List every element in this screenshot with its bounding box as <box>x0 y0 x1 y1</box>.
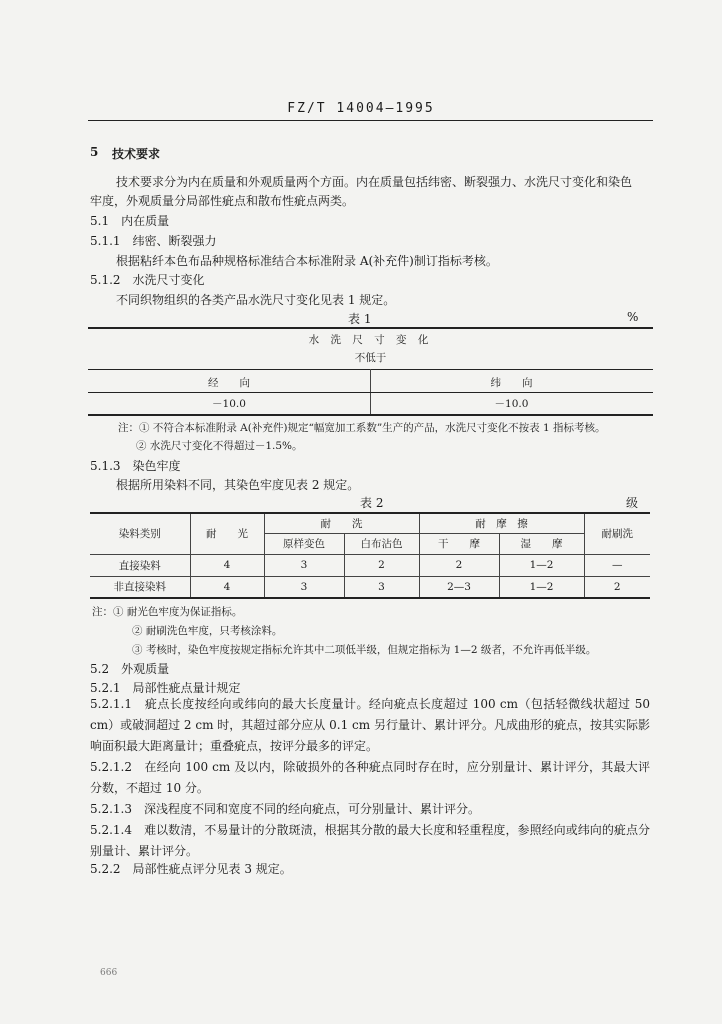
table-2-cell: 3 <box>264 554 344 576</box>
text-5-1-1: 根据粘纤本色布品种规格标准结合本标准附录 A(补充件)制订指标考核。 <box>116 254 498 268</box>
table-1-bottom-rule <box>88 414 653 416</box>
heading-5-2-2: 5.2.2 局部性疵点评分见表 3 规定。 <box>90 862 292 876</box>
table-2-cell: 3 <box>344 576 419 598</box>
table-2-cell: — <box>612 559 623 571</box>
table-2-header-wet-rub: 湿 摩 <box>499 533 584 554</box>
table-2-cell: 2 <box>419 554 499 576</box>
table-2-title: 表 2 <box>360 496 384 510</box>
table-1-header: 水 洗 尺 寸 变 化 <box>308 334 433 346</box>
section-5-number: 5 <box>90 145 99 159</box>
table-2-cell: 3 <box>264 576 344 598</box>
heading-5-2-1: 5.2.1 局部性疵点量计规定 <box>90 681 241 695</box>
table-1-unit: % <box>627 310 639 324</box>
table-2-header-wash: 耐 洗 <box>264 513 419 533</box>
heading-5-1-1: 5.1.1 纬密、断裂强力 <box>90 234 217 248</box>
table-1-subheader: 不低于 <box>354 352 387 364</box>
table-1-val-warp: －10.0 <box>212 398 246 410</box>
section-5-heading: 技术要求 <box>112 147 161 161</box>
table-2 <box>90 512 650 599</box>
table-2-cell: 1—2 <box>499 576 584 598</box>
table-2-header-rub: 耐 摩 擦 <box>419 513 584 533</box>
table-1-row-rule <box>88 392 653 393</box>
standard-code: FZ/T 14004—1995 <box>287 101 435 116</box>
table-2-header-dye: 染料类别 <box>90 513 190 554</box>
table-1-col-warp: 经 向 <box>208 377 250 389</box>
table-2-note-3: ③ 考核时，染色牢度按规定指标允许其中二项低半级，但规定指标为 1—2 级者，不允许再低半级。 <box>132 644 597 656</box>
page-number: 666 <box>100 968 118 978</box>
heading-5-1-2: 5.1.2 水洗尺寸变化 <box>90 273 205 287</box>
table-1-top-rule <box>88 327 653 329</box>
table-2-cell: 非直接染料 <box>90 576 190 598</box>
paragraph-5-2-1-4: 5.2.1.4 难以数清，不易量计的分散斑渍，根据其分散的最大长度和轻重程度，参照经向或纬向的疵点分别量计、累计评分。 <box>90 823 650 858</box>
table-2-header-wash-color: 原样变色 <box>264 533 344 554</box>
table-2-note-1: 注：① 耐光色牢度为保证指标。 <box>92 606 243 618</box>
table-row <box>90 554 650 576</box>
table-1-note-2: ② 水洗尺寸变化不得超过－1.5%。 <box>136 440 303 452</box>
table-row <box>90 576 650 598</box>
heading-5-2: 5.2 外观质量 <box>90 662 170 676</box>
heading-5-1-3: 5.1.3 染色牢度 <box>90 459 181 473</box>
text-5-1-2: 不同织物组织的各类产品水洗尺寸变化见表 1 规定。 <box>116 293 396 307</box>
table-2-header-dry-rub: 干 摩 <box>419 533 499 554</box>
table-2-cell: 2—3 <box>419 576 499 598</box>
heading-5-1: 5.1 内在质量 <box>90 214 170 228</box>
table-1-note-1: 注：① 不符合本标准附录 A(补充件)规定“幅宽加工系数”生产的产品，水洗尺寸变化不按表 1 指标考核。 <box>118 422 606 434</box>
table-2-header-wash-stain: 白布沾色 <box>344 533 419 554</box>
table-2-cell: 1—2 <box>499 554 584 576</box>
table-2-cell: 4 <box>190 576 264 598</box>
intro-line-1: 技术要求分为内在质量和外观质量两个方面。内在质量包括纬密、断裂强力、水洗尺寸变化和染色 <box>116 175 633 189</box>
paragraph-5-2-1-3: 5.2.1.3 深浅程度不同和宽度不同的经向疵点，可分别量计、累计评分。 <box>90 802 480 816</box>
paragraph-5-2-1-2: 5.2.1.2 在经向 100 cm 及以内，除破损外的各种疵点同时存在时，应分别量计、累计评分，其最大评分数，不超过 10 分。 <box>90 760 650 795</box>
paragraph-5-2-1-1: 5.2.1.1 疵点长度按经向或纬向的最大长度量计。经向疵点长度超过 100 cm（包括轻微线状超过 50 cm）或破洞超过 2 cm 时，其超过部分应从 0.1 cm 另行量计、累计评分。凡成曲形的疵点，按其实际影响面积最大距离量计；重叠疵点，按评分最多的评定。 <box>90 697 650 753</box>
table-2-header-brush: 耐刷洗 <box>601 528 633 541</box>
table-1-val-weft: －10.0 <box>494 398 529 410</box>
table-2-cell: 2 <box>613 580 621 593</box>
text-5-1-3: 根据所用染料不同，其染色牢度见表 2 规定。 <box>116 478 360 492</box>
table-2-cell: 2 <box>344 554 419 576</box>
intro-line-2: 牢度，外观质量分局部性疵点和散布性疵点两类。 <box>90 194 355 208</box>
header-rule <box>88 120 653 121</box>
table-1-col-weft: 纬 向 <box>490 377 533 389</box>
table-2-unit: 级 <box>626 496 639 510</box>
table-2-header-light: 耐 光 <box>190 513 264 554</box>
table-2-cell: 4 <box>190 554 264 576</box>
table-2-note-2: ② 耐刷洗色牢度，只考核涂料。 <box>132 625 283 637</box>
table-1-title: 表 1 <box>348 312 372 326</box>
table-2-cell: 直接染料 <box>90 554 190 576</box>
